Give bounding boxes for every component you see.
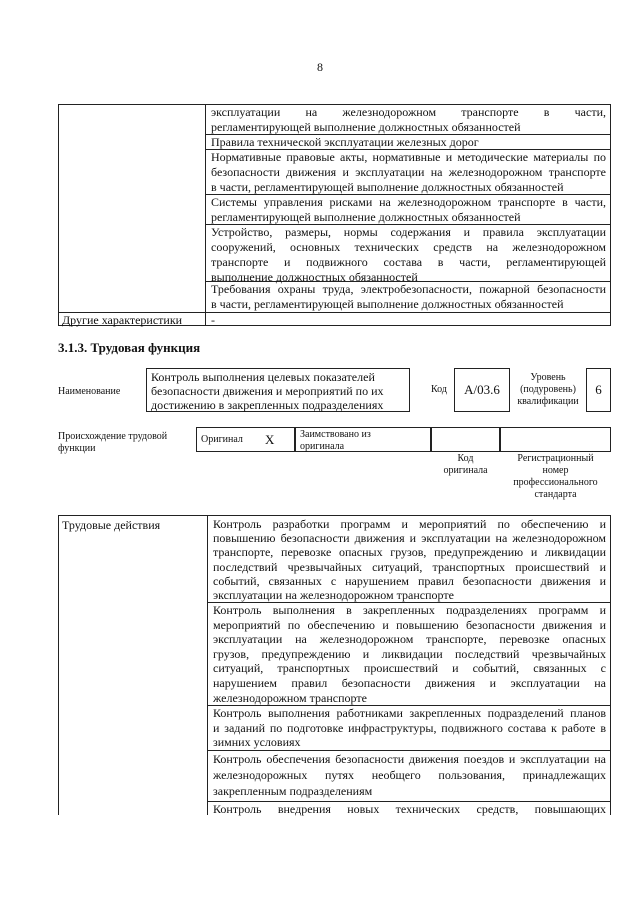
registration-number-caption [500,453,611,501]
row-text-line: эксплуатации на железнодорожном транспорте [213,588,454,603]
borrowed-label-line: оригинала [300,441,345,452]
level-label [514,372,582,408]
row-text-line: эксплуатации на железнодорожном транспорте в части, [211,105,606,119]
original-code-cell [431,427,500,452]
row-text-line: регламентирующей выполнение должностных обязанностей [211,210,521,224]
origin-label-line: Происхождение трудовой [58,431,168,442]
row-text-line: железнодорожном транспорте [213,690,367,705]
function-name-box [146,368,410,412]
borrowed-label-line: Заимствовано из [300,429,371,440]
table-row [213,517,606,602]
level-value: 6 [595,382,602,397]
table-row [211,135,606,150]
row-text-line: Системы управления рисками на железнодорожном транспорте в части, [211,195,606,209]
table-row [211,225,606,285]
level-label-line: Уровень [530,372,566,383]
other-characteristics-value: - [211,313,215,327]
labor-actions-table [58,515,611,815]
table-row [213,751,606,799]
row-text-line: Контроль выполнения в закрепленных подразделениях программ и [213,603,606,617]
name-label: Наименование [58,386,121,397]
row-text-line: нарушением правил безопасности движения и эксплуатации на [213,675,606,690]
function-name-line: достижению в закрепленных подразделениях [151,398,384,412]
table-row [213,603,606,705]
row-text-line: и заданий по подготовке инфраструктуры, подвижного состава к работе в [213,720,606,735]
row-text-line: Контроль разработки программ и мероприятий по обеспечению и [213,517,606,531]
row-text-line: повышению безопасности движения и эксплуатации на железнодорожном [213,531,606,546]
origin-label [58,431,167,455]
row-text-line: мероприятий по обеспечению и повышению безопасности движения и [213,617,606,632]
original-mark: X [265,432,275,447]
column-divider [205,105,206,325]
caption-line: Регистрационный [517,453,594,464]
row-text-line: зимних условиях [213,735,301,750]
row-text-line: транспорте, перевозке опасных грузов, предупреждению и ликвидации [213,545,606,560]
level-label-line: квалификации [517,396,579,407]
row-text-line: выполнение должностных обязанностей [211,270,418,284]
knowledge-table [58,104,611,326]
origin-label-line: функции [58,443,96,454]
row-text-line: Контроль обеспечения безопасности движения поездов и эксплуатации на [213,752,606,766]
caption-line: профессионального [513,477,598,488]
caption-line: Код [457,453,474,464]
code-label: Код [431,384,447,395]
table-row [213,706,606,750]
code-original-caption [431,453,500,477]
function-code-box [454,368,510,412]
table-row [213,802,606,817]
other-characteristics-label: Другие характеристики [62,313,183,327]
row-text-line: Требования охраны труда, электробезопасности, пожарной безопасности [211,282,606,296]
row-text-line: транспорте и подвижного состава в части, регламентирующей [211,255,606,269]
caption-line: номер [542,465,569,476]
level-value-box [586,368,611,412]
row-text-line: последствий чрезвычайных ситуаций, транспортных происшествий и [213,559,606,574]
row-text-line: закрепленным подразделениям [213,784,373,798]
section-title: 3.1.3. Трудовая функция [58,340,201,355]
table-row [211,105,606,135]
row-text-line: грузов, предупреждению и ликвидации последствий чрезвычайных [213,646,606,661]
row-text-line: эксплуатации на железнодорожном транспорте, перевозке опасных [213,632,606,647]
row-text-line: безопасности движения и эксплуатации на железнодорожном транспорте [211,165,606,179]
row-text-line: Нормативные правовые акты, нормативные и методические материалы по [211,150,606,164]
table-row [211,195,606,225]
table-row [211,282,606,312]
row-text-line: Контроль выполнения работниками закрепленных подразделений планов [213,706,606,720]
registration-number-cell [500,427,611,452]
row-text-line: в части, регламентирующей выполнение должностных обязанностей [211,180,564,194]
row-text-line: железнодорожных путях необщего пользования, принадлежащих [213,768,606,782]
row-text-line: регламентирующей выполнение должностных обязанностей [211,120,521,134]
caption-line: оригинала [443,465,488,476]
row-text-line: ситуаций, транспортных происшествий и событий, связанных с [213,661,606,676]
borrowed-cell [295,427,431,452]
row-text-line: Контроль внедрения новых технических средств, повышающих [213,802,606,816]
original-cell [196,427,295,452]
level-label-line: (подуровень) [520,384,576,395]
row-text-line: Устройство, размеры, нормы содержания и правила эксплуатации [211,225,606,239]
function-name-line: безопасности движения и мероприятий по их [151,384,384,398]
row-text-line: в части, регламентирующей выполнение должностных обязанностей [211,297,564,311]
column-divider [207,516,208,815]
caption-line: стандарта [534,489,577,500]
row-text-line: Правила технической эксплуатации железных дорог [211,135,479,149]
function-code-value: A/03.6 [464,382,500,397]
function-name-line: Контроль выполнения целевых показателей [151,370,375,384]
labor-actions-label: Трудовые действия [62,518,161,532]
original-label: Оригинал [201,434,243,445]
row-text-line: событий, связанных с нарушением правил безопасности движения и [213,573,606,588]
page-number: 8 [317,60,323,74]
table-row [211,150,606,195]
row-text-line: сооружений, основных технических средств на железнодорожном [211,240,606,254]
